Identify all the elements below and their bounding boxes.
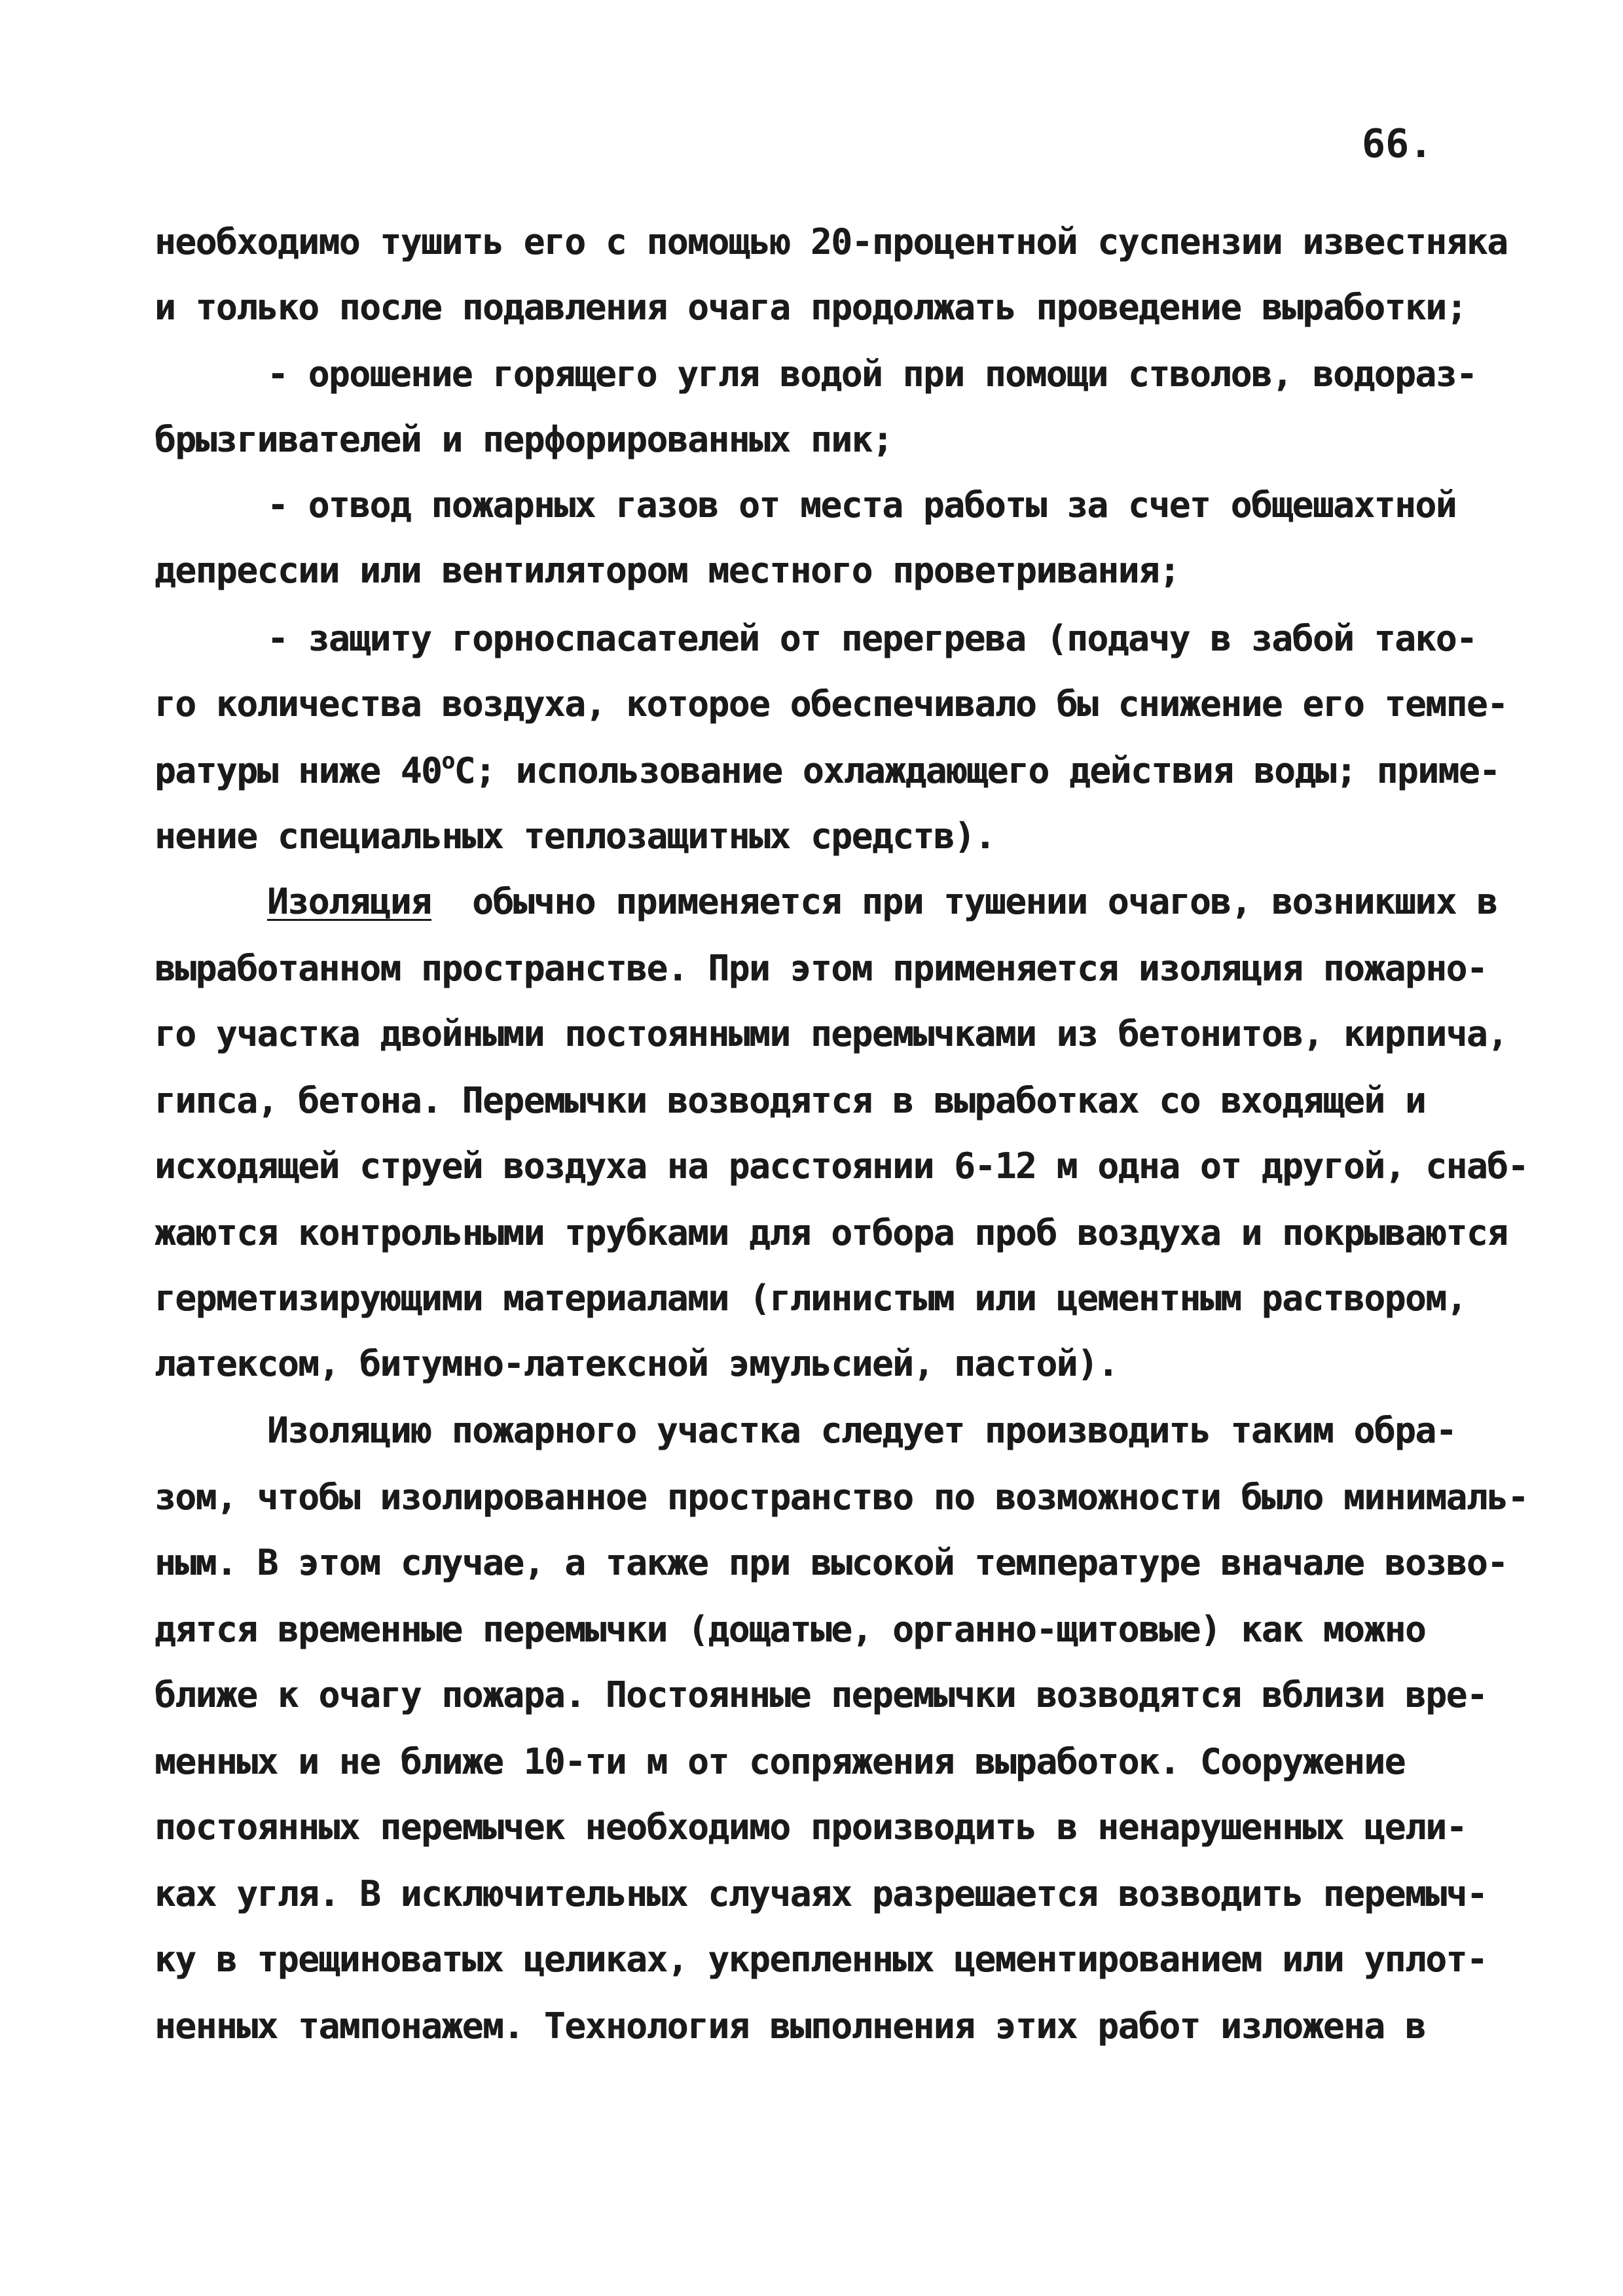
- text-line: постоянных перемычек необходимо производить в ненарушенных цели-: [155, 1806, 1467, 1848]
- text-line: ным. В этом случае, а также при высокой температуре вначале возво-: [155, 1542, 1508, 1583]
- page-number: 66.: [1362, 121, 1433, 167]
- text-line: исходящей струей воздуха на расстоянии 6-12 м одна от другой, снаб-: [155, 1145, 1528, 1187]
- text-line: и только после подавления очага продолжать проведение выработки;: [155, 287, 1467, 328]
- text-line: ближе к очагу пожара. Постоянные перемычки возводятся вблизи вре-: [155, 1674, 1487, 1715]
- text-line: го количества воздуха, которое обеспечивало бы снижение его темпе-: [155, 683, 1508, 725]
- text-line: нение специальных теплозащитных средств).: [155, 816, 995, 857]
- text-line: гипса, бетона. Перемычки возводятся в выработках со входящей и: [155, 1080, 1426, 1121]
- text-line: - отвод пожарных газов от места работы за счет общешахтной: [267, 484, 1457, 526]
- text-line: зом, чтобы изолированное пространство по возможности было минималь-: [155, 1477, 1528, 1518]
- degree-mark: о: [441, 748, 454, 774]
- text-run: ратуры ниже 40: [155, 750, 442, 791]
- text-line: менных и не ближе 10-ти м от сопряжения выработок. Сооружение: [155, 1741, 1405, 1782]
- text-line: ненных тампонажем. Технология выполнения этих работ изложена в: [155, 2005, 1426, 2047]
- text-run: С; использование охлаждающего действия воды; приме-: [454, 750, 1500, 791]
- text-line: ках угля. В исключительных случаях разрешается возводить перемыч-: [155, 1873, 1487, 1914]
- text-line: необходимо тушить его с помощью 20-процентной суспензии известняка: [155, 221, 1508, 262]
- text-line: брызгивателей и перфорированных пик;: [155, 419, 893, 460]
- text-line: Изоляцию пожарного участка следует производить таким обра-: [267, 1410, 1457, 1451]
- text-line: дятся временные перемычки (дощатые, органно-щитовые) как можно: [155, 1609, 1426, 1650]
- text-line: го участка двойными постоянными перемычками из бетонитов, кирпича,: [155, 1013, 1508, 1054]
- text-line: ку в трещиноватых целиках, укрепленных цементированием или уплот-: [155, 1939, 1487, 1980]
- text-line: - орошение горящего угля водой при помощи стволов, водораз-: [267, 353, 1477, 395]
- text-line: выработанном пространстве. При этом применяется изоляция пожарно-: [155, 948, 1487, 989]
- text-line: депрессии или вентилятором местного проветривания;: [155, 550, 1180, 591]
- text-line: - защиту горноспасателей от перегрева (подачу в забой тако-: [267, 618, 1477, 659]
- text-line: жаются контрольными трубками для отбора проб воздуха и покрываются: [155, 1212, 1508, 1253]
- text-line: [267, 881, 1497, 923]
- text-run: обычно применяется при тушении очагов, возникших в: [431, 881, 1497, 922]
- text-line: герметизирующими материалами (глинистым или цементным раствором,: [155, 1278, 1467, 1319]
- underlined-term: Изоляция: [267, 881, 431, 922]
- text-line: латексом, битумно-латексной эмульсией, пастой).: [155, 1343, 1118, 1384]
- text-line: [155, 750, 1500, 792]
